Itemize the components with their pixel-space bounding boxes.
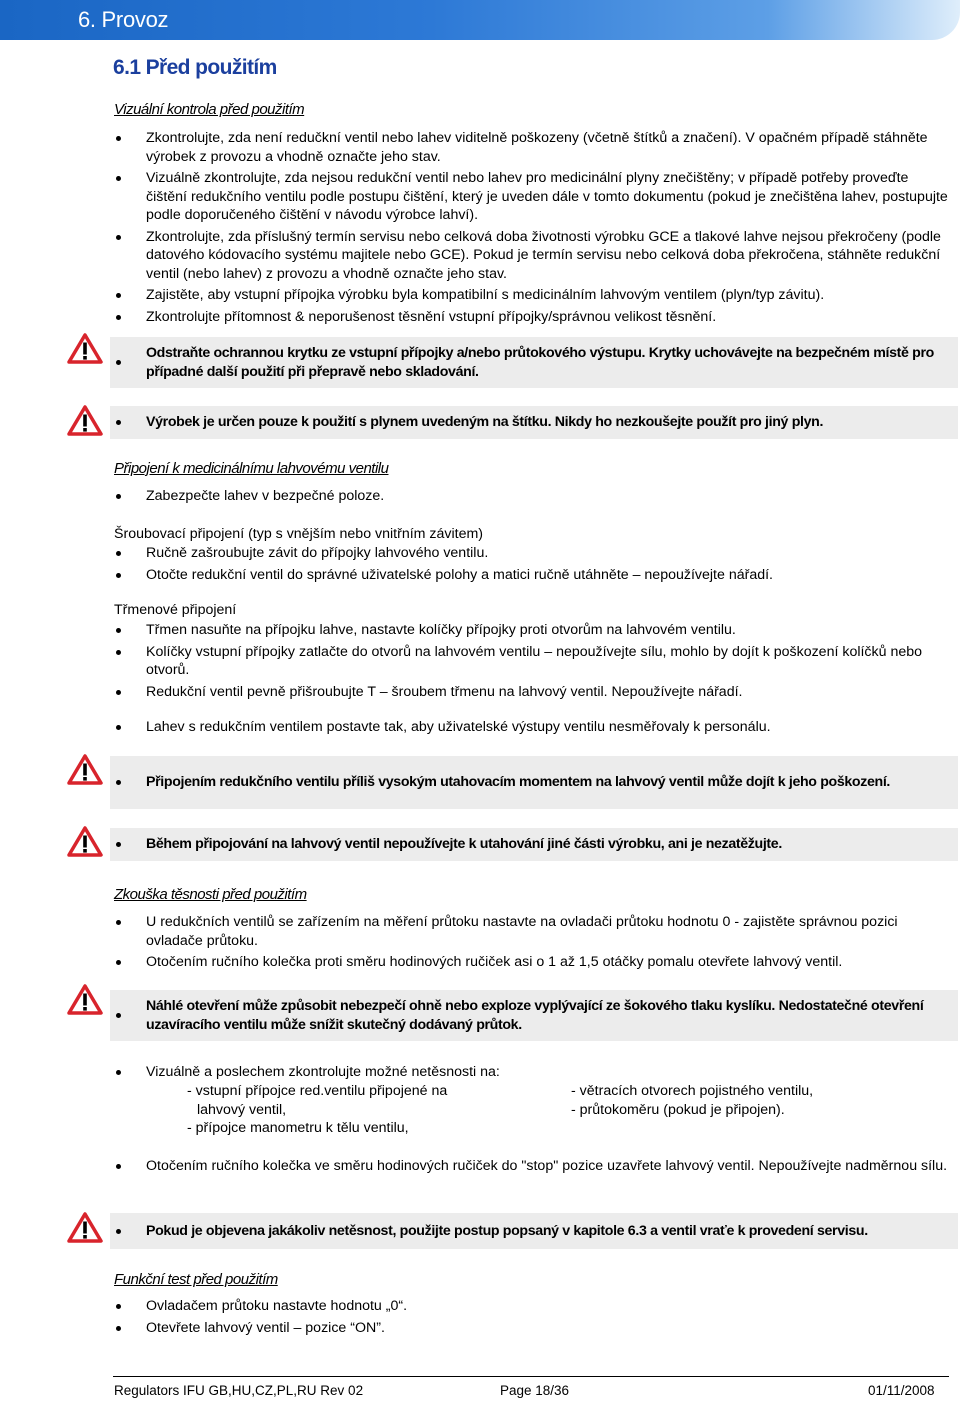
visual-check-list xyxy=(114,129,948,329)
footer-date: 01/11/2008 xyxy=(868,1383,935,1398)
list-item: Otočením ručního kolečka proti směru hodinových ručiček asi o 1 až 1,5 otáčky pomalu otevřete lahvový ventil. xyxy=(114,953,948,972)
warning-triangle-icon xyxy=(67,826,103,857)
warning-triangle-icon xyxy=(67,1212,103,1243)
leak-check-point: lahvový ventil, xyxy=(197,1101,287,1118)
warning-box: Během připojování na lahvový ventil nepoužívejte k utahování jiné části výrobku, ani je nezatěžujte. xyxy=(110,828,958,861)
warning-box: Pokud je objevena jakákoliv netěsnost, použijte postup popsaný v kapitole 6.3 a ventil vraťe k provedení servisu. xyxy=(110,1213,958,1249)
connection-heading: Připojení k medicinálnímu lahvovému ventilu xyxy=(114,460,389,477)
leak-check-right-column xyxy=(571,1082,813,1119)
footer-page-number: Page 18/36 xyxy=(500,1383,570,1398)
section-title: 6.1 Před použitím xyxy=(113,56,277,79)
list-item: Lahev s redukčním ventilem postavte tak, aby uživatelské výstupy ventilu nesměřovaly k personálu. xyxy=(114,718,948,737)
leak-check-point: - vstupní přípojce red.ventilu připojené na xyxy=(187,1083,448,1099)
footer-document: Regulators IFU GB,HU,CZ,PL,RU Rev 02 xyxy=(114,1383,364,1398)
list-item: Ovladačem průtoku nastavte hodnotu „0“. xyxy=(114,1297,948,1316)
warning-triangle-icon xyxy=(67,984,103,1015)
list-item: Ručně zašroubujte závit do přípojky lahvového ventilu. xyxy=(114,544,948,563)
warning-triangle-icon xyxy=(67,333,103,364)
leak-test-heading: Zkouška těsnosti před použitím xyxy=(114,886,307,903)
list-item: Zkontrolujte, zda není redučkní ventil nebo lahev viditelně poškozeny (včetně štítků a značení). V opačném případě stáhněte výrobek z provozu a vhodně označte jeho stav. xyxy=(114,129,948,166)
list-item: Třmen nasuňte na přípojku lahve, nastavte kolíčky přípojky proti otvorům na lahvovém ventilu. xyxy=(114,621,948,640)
visual-check-heading: Vizuální kontrola před použitím xyxy=(114,101,305,118)
yoke-connection-list xyxy=(114,621,948,704)
warning-box: Výrobek je určen pouze k použití s plynem uvedeným na štítku. Nikdy ho nezkoušejte použít pro jiný plyn. xyxy=(110,406,958,439)
list-item: Zabezpečte lahev v bezpečné poloze. xyxy=(114,487,948,506)
function-test-heading: Funkční test před použitím xyxy=(114,1271,278,1288)
list-item: Zkontrolujte, zda příslušný termín servisu nebo celková doba životnosti výrobku GCE a tlakové lahve nejsou překročeny (podle datového kódovacího systému majitele nebo GCE). Pokud je termín servisu nebo celková doba překročena, stáhněte redukční ventil (nebo lahev) z provozu a vhodně označte jeho stav. xyxy=(114,228,948,284)
leak-check-point: - větracích otvorech pojistného ventilu, xyxy=(571,1083,814,1099)
close-valve-list xyxy=(114,1157,948,1179)
warning-box: Odstraňte ochrannou krytku ze vstupní přípojky a/nebo průtokového výstupu. Krytky uchovávejte na bezpečném místě pro případné další použití při přepravě nebo skladování. xyxy=(110,337,958,388)
list-item: Otočte redukční ventil do správné uživatelské polohy a matici ručně utáhněte – nepoužívejte nářadí. xyxy=(114,566,948,585)
yoke-connection-title: Třmenové připojení xyxy=(114,602,237,618)
function-test-list xyxy=(114,1297,948,1340)
warning-triangle-icon xyxy=(67,754,103,785)
warning-box: Náhlé otevření může způsobit nebezpečí ohně nebo exploze vyplývající ze šokového tlaku kyslíku. Nedostatečné otevření uzavíracího ventilu může snížit skutečný dodávaný průtok. xyxy=(110,990,958,1041)
screw-connection-list xyxy=(114,544,948,587)
positioning-list xyxy=(114,718,948,740)
list-item: Zkontrolujte přítomnost & neporušenost těsnění vstupní přípojky/správnou velikost těsnění. xyxy=(114,308,948,327)
chapter-title: 6. Provoz xyxy=(78,7,169,32)
leak-check-left-column xyxy=(187,1082,447,1138)
list-item: Kolíčky vstupní přípojky zatlačte do otvorů na lahvovém ventilu – nepoužívejte sílu, mohlo by dojít k poškození kolíčků nebo otvorů. xyxy=(114,643,948,680)
warning-box: Připojením redukčního ventilu příliš vysokým utahovacím momentem na lahvový ventil může dojít k jeho poškození. xyxy=(110,756,958,809)
footer-divider xyxy=(113,1376,949,1377)
connection-list xyxy=(114,487,948,509)
list-item: Otevřete lahvový ventil – pozice “ON”. xyxy=(114,1319,948,1338)
leak-check-point: - přípojce manometru k tělu ventilu, xyxy=(187,1120,409,1136)
leak-check-point: - průtokoměru (pokud je připojen). xyxy=(571,1101,785,1118)
leak-test-list xyxy=(114,913,948,975)
screw-connection-title: Šroubovací připojení (typ s vnějším nebo vnitřním závitem) xyxy=(114,526,484,542)
list-item: Vizuálně a poslechem zkontrolujte možné netěsnosti na: xyxy=(114,1063,948,1082)
warning-triangle-icon xyxy=(67,405,103,436)
list-item: Vizuálně zkontrolujte, zda nejsou redukční ventil nebo lahev pro medicinální plyny znečištěny; v případě potřeby proveďte čištění redukčního ventilu podle postupu čištění, který je uveden dále v tomto dokumentu (pokud je znečištěna lahev, postupujte podle doporučeného čištění v návodu výrobce lahví). xyxy=(114,169,948,225)
list-item: Otočením ručního kolečka ve směru hodinových ručiček do "stop" pozice uzavřete lahvový ventil. Nepoužívejte nadměrnou sílu. xyxy=(114,1157,948,1176)
list-item: U redukčních ventilů se zařízením na měření průtoku nastavte na ovladači průtoku hodnotu 0 - zajistěte správnou pozici ovladače průtoku. xyxy=(114,913,948,950)
list-item: Zajistěte, aby vstupní přípojka výrobku byla kompatibilní s medicinálním lahvovým ventilem (plyn/typ závitu). xyxy=(114,286,948,305)
list-item: Redukční ventil pevně přišroubujte T – šroubem třmenu na lahvový ventil. Nepoužívejte nářadí. xyxy=(114,683,948,702)
